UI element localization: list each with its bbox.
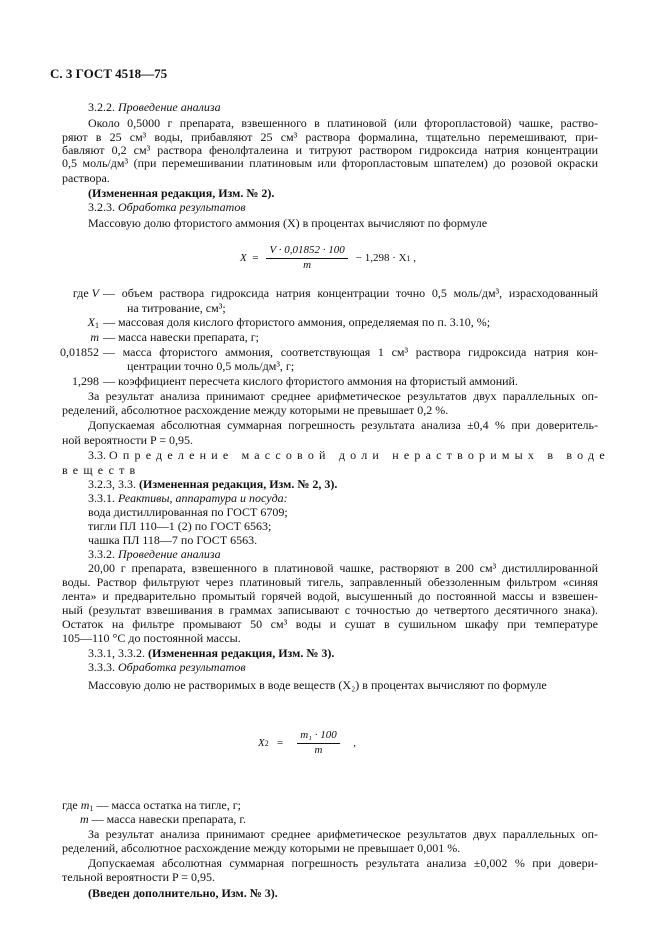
list-item: чашка ПЛ 118—7 по ГОСТ 6563. (88, 533, 258, 547)
section-number: 3.3.1. (88, 491, 115, 505)
list-item: тигли ПЛ 110—1 (2) по ГОСТ 6563; (88, 519, 272, 533)
section-number: 3.3.3. (88, 660, 115, 674)
amendment-text: (Измененная редакция, Изм. № 2, 3). (139, 477, 338, 491)
paragraph-line: раствора. (62, 171, 110, 185)
formula-tail: , (413, 252, 417, 264)
definition-row (80, 812, 246, 827)
section-title: Проведение анализа (118, 100, 221, 114)
definition-term (90, 330, 99, 345)
paragraph-line: Остаток на фильтре промывают 50 см³ воды и сушат в сушильном шкафу при температуре (62, 617, 598, 631)
section-title: Проведение анализа (118, 547, 221, 561)
formula-rest-sub: 1 (406, 253, 411, 263)
amendment-note: (Введен дополнительно, Изм. № 3). (88, 886, 278, 900)
section-number: 3.3.2. (88, 547, 115, 561)
list-item: вода дистиллированная по ГОСТ 6709; (88, 505, 288, 519)
definition-continuation: центрации точно 0,5 моль/дм³, г; (127, 359, 295, 373)
section-title: Обработка результатов (118, 660, 246, 674)
amendment-note: (Измененная редакция, Изм. № 2). (88, 186, 275, 200)
formula-intro: Массовую долю фтористого аммония (X) в процентах вычисляют по формуле (88, 216, 488, 230)
definition-term (73, 286, 99, 301)
definition-row (0, 286, 661, 301)
paragraph-line: тельной вероятности P = 0,95. (62, 870, 216, 884)
term-symbol: m (80, 798, 90, 812)
paragraph-line: 20,00 г препарата, взвешенного в платиновой чашке, растворяют в 200 см³ дистиллированной (88, 561, 598, 575)
formula-fraction (266, 244, 347, 272)
section-title: Определение массовой доли нерастворимых в воде (109, 448, 610, 462)
definition-row (0, 315, 661, 330)
formula-fraction (297, 729, 340, 757)
definition-continuation: на титрование, см³; (127, 301, 226, 315)
paragraph-line: ной вероятности P = 0,95. (62, 433, 194, 447)
term-symbol: V (91, 286, 99, 300)
definition-text: — объем раствора гидроксида натрия концентрации точно 0,5 моль/дм³, израсходованный (103, 286, 598, 300)
formula-denominator: m (303, 259, 312, 271)
definition-text: — масса остатка на тигле, г; (96, 798, 241, 812)
section-number: 3.3. (88, 448, 106, 462)
paragraph-line: ный (результат взвешивания в граммах записывают с точностью до четвертого десятичного знака). (62, 603, 598, 617)
definition-text: — массовая доля кислого фтористого аммония, определяемая по п. 3.10, %; (103, 315, 491, 329)
section-heading-3-3-1 (88, 491, 288, 506)
definition-row (0, 374, 661, 389)
definition-text: — коэффициент пересчета кислого фтористого аммония на фтористый аммоний. (103, 374, 518, 388)
page-header: С. 3 ГОСТ 4518—75 (50, 66, 168, 81)
section-number: 3.2.3. (88, 200, 115, 214)
amendment-text: (Измененная редакция, Изм. № 3). (148, 646, 335, 660)
paragraph-line: лента» и предварительно промытый горячей водой, высушенный до постоянной массы и взвешен- (62, 589, 598, 603)
formula-numerator: m₁ · 100 (297, 729, 340, 744)
section-heading-3-3 (88, 448, 610, 463)
definition-term: 0,01852 (60, 345, 99, 359)
paragraph-line: воды. Раствор фильтруют через платиновый тигель, заправленный обеззоленным фильтром «синяя (62, 575, 598, 589)
paragraph-line: За результат анализа принимают среднее арифметическое результатов двух параллельных оп- (88, 827, 598, 841)
where-label: где (72, 286, 89, 300)
paragraph-line: Около 0,5000 г препарата, взвешенного в платиновой (или фторопластовой) чашке, раство- (88, 116, 598, 130)
term-symbol: m (80, 812, 89, 826)
paragraph-line: За результат анализа принимают среднее арифметическое результатов двух параллельных оп- (88, 389, 598, 403)
formula-rest: − 1,298 · X (355, 252, 407, 264)
section-title-continuation: веществ (62, 463, 141, 477)
amendment-ref: 3.3.1, 3.3.2. (88, 646, 145, 660)
paragraph-line: бавляют 0,2 см³ раствора фенолфталеина и титруют раствором гидроксида натрия концентрации (62, 143, 598, 157)
definition-row (62, 798, 241, 813)
section-title: Обработка результатов (118, 200, 246, 214)
formula-intro: Массовую долю не растворимых в воде веществ (X₂) в процентах вычисляют по формуле (88, 678, 547, 692)
section-title: Реактивы, аппаратура и посуда: (118, 491, 288, 505)
definition-term: 1,298 (72, 374, 99, 388)
term-symbol: X (87, 315, 95, 329)
definition-text: — масса навески препарата, г; (103, 330, 259, 344)
formula-numerator: V · 0,01852 · 100 (266, 244, 347, 259)
section-number: 3.2.2. (88, 100, 115, 114)
definition-row (0, 345, 661, 360)
formula-x2 (258, 729, 356, 757)
paragraph-line: 0,5 моль/дм³ (при перемешивании платиновым или фторопластовым шпателем) до розовой окраски (62, 156, 598, 170)
formula-eq: = (252, 252, 259, 264)
term-subscript: 1 (89, 804, 94, 813)
term-subscript: 1 (95, 321, 99, 330)
where-label: где (62, 798, 78, 812)
amendment-note (88, 477, 337, 492)
section-heading-3-2-3 (88, 200, 246, 215)
paragraph-line: Допускаемая абсолютная суммарная погрешность результата анализа ±0,4 % при доверитель- (88, 418, 598, 432)
formula-lhs-sub: 2 (264, 738, 269, 748)
formula-tail: , (353, 737, 356, 749)
amendment-ref: 3.2.3, 3.3. (88, 477, 136, 491)
section-heading-3-3-2 (88, 547, 221, 562)
formula-x (240, 244, 416, 272)
formula-lhs: X (240, 252, 247, 264)
paragraph-line: ряют в 25 см³ воды, прибавляют 25 см³ раствора формалина, тщательно перемешивают, при- (62, 130, 598, 144)
formula-lhs: X (258, 737, 265, 749)
formula-eq: = (276, 737, 284, 749)
amendment-note (88, 646, 334, 661)
definition-text: — масса фтористого аммония, соответствующая 1 см³ раствора гидроксида натрия кон- (103, 345, 598, 359)
formula-denominator: m (314, 744, 323, 756)
term-symbol: m (90, 330, 99, 344)
paragraph-line: Допускаемая абсолютная суммарная погрешность результата анализа ±0,002 % при довери- (88, 856, 598, 870)
definition-text: — масса навески препарата, г. (91, 812, 246, 826)
section-heading-3-3-3 (88, 660, 246, 675)
paragraph-line: ределений, абсолютное расхождение между которыми не превышает 0,001 %. (62, 841, 461, 855)
paragraph-line: ределений, абсолютное расхождение между которыми не превышает 0,2 %. (62, 403, 449, 417)
section-heading-3-2-2 (88, 100, 221, 115)
definition-row (0, 330, 661, 345)
paragraph-line: 105—110 °С до постоянной массы. (62, 631, 241, 645)
